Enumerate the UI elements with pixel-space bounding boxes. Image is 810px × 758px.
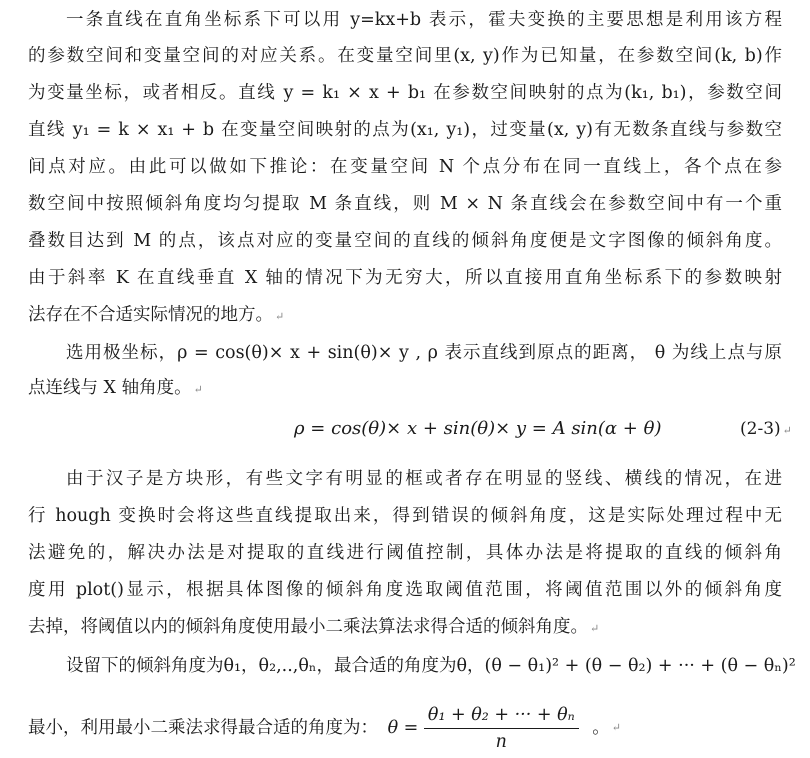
equation-number-text: (2-3) xyxy=(740,419,781,439)
fraction-numerator: θ₁ + θ₂ + ··· + θₙ xyxy=(424,702,579,729)
p5-suffix: 。 xyxy=(592,718,610,738)
p2-line-2-text: 点连线与 X 轴角度。 xyxy=(28,378,192,398)
p1-line-7: 叠数目达到 M 的点，该点对应的变量空间的直线的倾斜角度便是文字图像的倾斜角度。 xyxy=(28,231,782,251)
p1-line-3: 为变量坐标，或者相反。直线 y = k₁ × x + b₁ 在参数空间映射的点为(k₁, b₁)，参数空间 xyxy=(28,83,782,103)
p3-line-1: 由于汉子是方块形，有些文字有明显的框或者存在明显的竖线、横线的情况，在进 xyxy=(66,469,782,489)
p3-line-2: 行 hough 变换时会将这些直线提取出来，得到错误的倾斜角度，这是实际处理过程中无 xyxy=(28,506,782,526)
p3-line-4: 度用 plot()显示，根据具体图像的倾斜角度选取阈值范围，将阈值范围以外的倾斜角度 xyxy=(28,580,782,600)
paragraph-mark-icon: ↵ xyxy=(782,424,792,437)
p1-line-4: 直线 y₁ = k × x₁ + b 在变量空间映射的点为(x₁, y₁)，过变量(x, y)有无数条直线与参数空 xyxy=(28,120,782,140)
equation-number xyxy=(740,411,792,447)
fraction-denominator: n xyxy=(495,731,507,752)
p2-line-2 xyxy=(28,370,782,406)
p1-line-5: 间点对应。由此可以做如下推论：在变量空间 N 个点分布在同一直线上，各个点在参 xyxy=(28,157,782,177)
equation-2-3: ρ = cos(θ)× x + sin(θ)× y = A sin(α + θ) xyxy=(294,418,662,439)
paragraph-mark-icon: ↵ xyxy=(611,721,622,734)
p1-line-9-text: 法存在不合适实际情况的地方。 xyxy=(28,305,273,325)
paragraph-mark-icon: ↵ xyxy=(193,383,203,396)
p1-line-2: 的参数空间和变量空间的对应关系。在变量空间里(x, y)作为已知量，在参数空间(k, b)作 xyxy=(28,46,782,66)
p5-theta: θ = xyxy=(387,718,419,738)
paragraph-mark-icon: ↵ xyxy=(590,622,600,635)
p3-line-3: 法避免的，解决办法是对提取的直线进行阈值控制，具体办法是将提取的直线的倾斜角 xyxy=(28,543,782,563)
p1-line-6: 数空间中按照倾斜角度均匀提取 M 条直线，则 M × N 条直线会在参数空间中有一个重 xyxy=(28,194,782,214)
p3-line-5-text: 去掉，将阈值以内的倾斜角度使用最小二乘法算法求得合适的倾斜角度。 xyxy=(28,617,588,637)
p1-line-8: 由于斜率 K 在直线垂直 X 轴的情况下为无穷大，所以直接用直角坐标系下的参数映射 xyxy=(28,268,782,288)
paragraph-mark-icon: ↵ xyxy=(275,310,285,323)
p1-line-9 xyxy=(28,297,782,333)
p1-line-1: 一条直线在直角坐标系下可以用 y=kx+b 表示，霍夫变换的主要思想是利用该方程 xyxy=(66,10,782,30)
p3-line-5 xyxy=(28,609,782,645)
p4-line-1: 设留下的倾斜角度为θ₁，θ₂,..,θₙ，最合适的角度为θ，(θ − θ₁)² + (θ − θ₂) + ··· + (θ − θₙ)² xyxy=(66,656,796,676)
p5-prefix: 最小，利用最小二乘法求得最合适的角度为： xyxy=(28,718,378,738)
p5-line xyxy=(28,698,621,758)
mean-angle-fraction xyxy=(424,702,579,755)
p2-line-1: 选用极坐标，ρ = cos(θ)× x + sin(θ)× y , ρ 表示直线到原点的距离， θ 为线上点与原 xyxy=(66,343,782,363)
